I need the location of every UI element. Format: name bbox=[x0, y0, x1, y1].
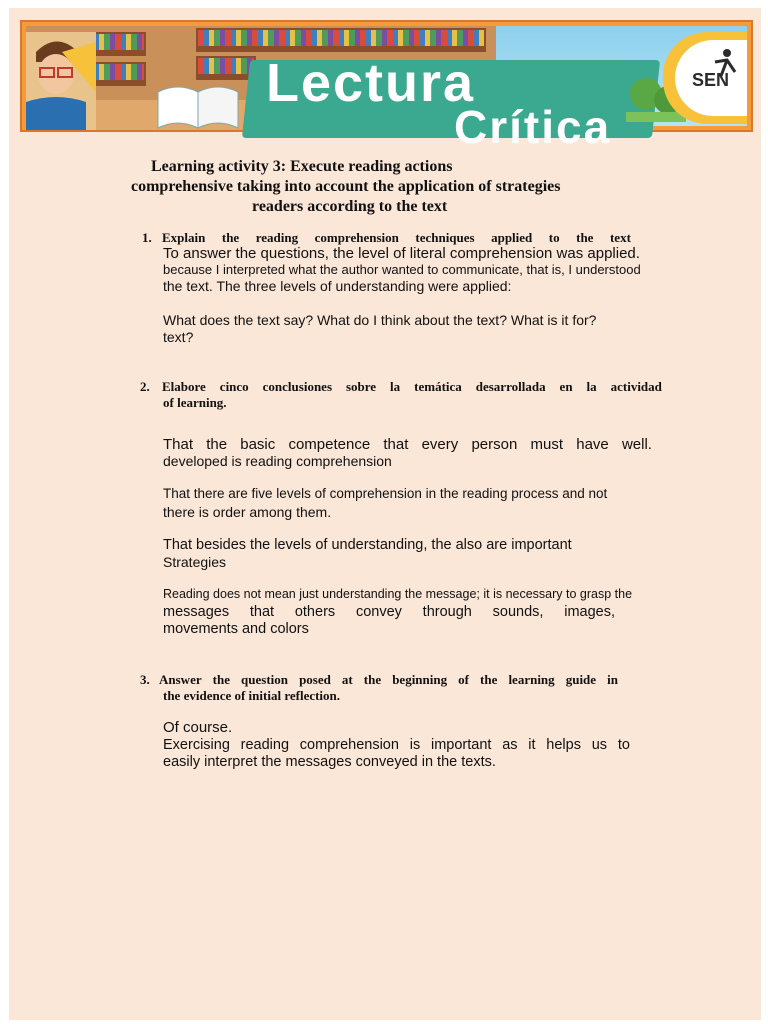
question-1-word: Explain bbox=[162, 230, 206, 245]
banner-title-lectura: Lectura bbox=[266, 53, 476, 113]
answer-1-line-4: What does the text say? What do I think about the text? What is it for? bbox=[163, 312, 597, 328]
conclusion-2-line-2: there is order among them. bbox=[163, 504, 332, 520]
question-2-line-2: of learning. bbox=[163, 395, 227, 410]
conclusion-1-word: have bbox=[576, 436, 609, 453]
answer-1-line-2: because I interpreted what the author wanted to communicate, that is, I understood bbox=[163, 262, 641, 277]
sena-logo-text: SEN bbox=[691, 70, 729, 90]
lectura-critica-banner bbox=[20, 20, 753, 153]
answer-3-word: Exercising bbox=[163, 737, 230, 753]
conclusion-1-word: basic bbox=[240, 436, 276, 453]
answer-1-line-5: text? bbox=[163, 329, 194, 345]
conclusion-1-word: every bbox=[421, 436, 459, 453]
conclusion-1-word: the bbox=[206, 436, 228, 453]
banner-illustration bbox=[26, 26, 747, 153]
question-3-number: 3. bbox=[140, 672, 150, 687]
question-3-word: Answer bbox=[159, 672, 202, 687]
question-3-text bbox=[159, 672, 618, 688]
conclusion-4-word: others bbox=[294, 604, 336, 620]
answer-3-word: is bbox=[409, 737, 421, 753]
question-2-word: la bbox=[586, 379, 597, 394]
question-2-word: conclusiones bbox=[262, 379, 332, 394]
question-3-word: the bbox=[363, 672, 382, 687]
conclusion-1-word: must bbox=[530, 436, 564, 453]
answer-3-line-1: Of course. bbox=[163, 719, 233, 736]
answer-3-word: it bbox=[528, 737, 536, 753]
conclusion-3-line-1: That besides the levels of understanding, the also are important bbox=[163, 537, 572, 553]
conclusion-4-word: that bbox=[249, 604, 275, 620]
question-3-word: learning bbox=[508, 672, 555, 687]
answer-3-word: reading bbox=[240, 737, 290, 753]
question-1-number: 1. bbox=[142, 230, 152, 245]
question-1-word: to bbox=[548, 230, 560, 245]
answer-1-line-1: To answer the questions, the level of literal comprehension was applied. bbox=[163, 245, 640, 262]
question-3-word: at bbox=[341, 672, 353, 687]
question-2-number: 2. bbox=[140, 379, 150, 394]
answer-1-line-3: the text. The three levels of understanding were applied: bbox=[163, 278, 512, 294]
question-2-word: en bbox=[559, 379, 573, 394]
question-1-word: the bbox=[221, 230, 240, 245]
answer-3-line-3: easily interpret the messages conveyed in the texts. bbox=[163, 754, 496, 770]
question-1-text bbox=[162, 230, 631, 246]
conclusion-4-word: images, bbox=[564, 604, 615, 620]
question-3-word: beginning bbox=[392, 672, 448, 687]
heading-line-3: readers according to the text bbox=[252, 198, 448, 215]
conclusion-1-word: well. bbox=[621, 436, 652, 453]
answer-3-word: helps bbox=[546, 737, 581, 753]
question-2-word: sobre bbox=[345, 379, 377, 394]
question-2-word: temática bbox=[414, 379, 462, 394]
conclusion-1-word: competence bbox=[288, 436, 371, 453]
question-3-word: in bbox=[607, 672, 618, 687]
answer-3-word: important bbox=[430, 737, 492, 753]
answer-3-word: comprehension bbox=[299, 737, 399, 753]
heading-line-2: comprehensive taking into account the application of strategies bbox=[131, 178, 561, 195]
question-2-word: desarrollada bbox=[475, 379, 546, 394]
banner-title-critica: Crítica bbox=[454, 101, 612, 153]
conclusion-4-line-3: movements and colors bbox=[163, 621, 309, 637]
conclusion-4-line-2 bbox=[163, 604, 615, 620]
answer-3-word: us bbox=[591, 737, 608, 753]
answer-3-word: as bbox=[502, 737, 518, 753]
question-3-line-2: the evidence of initial reflection. bbox=[163, 688, 341, 703]
conclusion-4-line-1: Reading does not mean just understanding the message; it is necessary to grasp the bbox=[163, 587, 633, 601]
open-book-icon bbox=[156, 80, 240, 130]
conclusion-1-word: that bbox=[383, 436, 409, 453]
question-1-word: the bbox=[576, 230, 594, 245]
question-3-word: posed bbox=[299, 672, 331, 687]
answer-3-line-2 bbox=[163, 737, 630, 753]
question-2-word: actividad bbox=[610, 379, 662, 394]
question-3-word: the bbox=[480, 672, 498, 687]
question-1-word: text bbox=[609, 230, 631, 245]
question-3-word: question bbox=[241, 672, 289, 687]
conclusion-1-line-2: developed is reading comprehension bbox=[163, 453, 392, 469]
conclusion-1-word: That bbox=[163, 436, 194, 453]
conclusion-4-word: sounds, bbox=[492, 604, 544, 620]
question-2-word: la bbox=[390, 379, 401, 394]
question-3-word: of bbox=[458, 672, 469, 687]
conclusion-1-word: person bbox=[471, 436, 518, 453]
student-illustration bbox=[26, 32, 96, 130]
question-1-word: techniques bbox=[415, 230, 475, 245]
conclusion-4-word: convey bbox=[355, 604, 402, 620]
answer-3-word: to bbox=[617, 737, 630, 753]
conclusion-1-line-1 bbox=[163, 436, 652, 453]
question-2-word: Elabore bbox=[162, 379, 206, 394]
conclusion-2-line-1: That there are five levels of comprehension in the reading process and not bbox=[163, 486, 608, 501]
question-2-text bbox=[162, 379, 662, 395]
heading-line-1: Learning activity 3: Execute reading actions bbox=[151, 158, 453, 175]
question-3-word: guide bbox=[565, 672, 597, 687]
conclusion-4-word: messages bbox=[163, 604, 230, 620]
question-1-word: applied bbox=[491, 230, 533, 245]
question-1-word: reading bbox=[255, 230, 299, 245]
conclusion-4-word: through bbox=[422, 604, 472, 620]
question-2-word: cinco bbox=[219, 379, 249, 394]
question-1-word: comprehension bbox=[314, 230, 399, 245]
question-3-word: the bbox=[212, 672, 230, 687]
conclusion-3-line-2: Strategies bbox=[163, 554, 227, 570]
